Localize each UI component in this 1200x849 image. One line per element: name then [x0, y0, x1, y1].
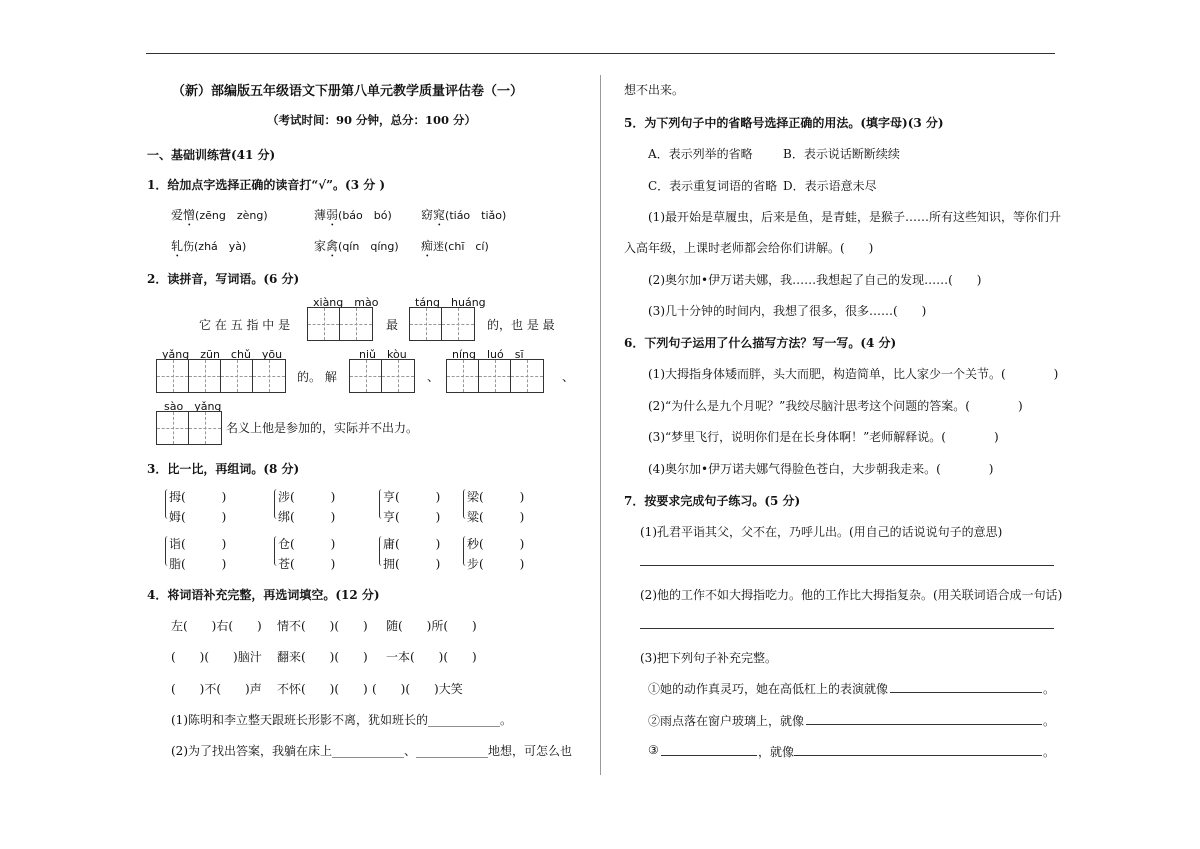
q1-item: 轧伤(zhá yà) — [171, 239, 247, 253]
q3-item: 亨( ) — [383, 510, 441, 524]
q3-item: 仓( ) — [278, 537, 336, 551]
q4-item: 翻来( )( ) — [277, 650, 368, 664]
q3-item: 梁( ) — [467, 490, 525, 504]
q2-text: 名义上他是参加的，实际并不出力。 — [226, 421, 419, 435]
q7-complete-end: 。 — [1043, 682, 1056, 696]
answer-line[interactable] — [640, 628, 1054, 629]
q3-item: 拥( ) — [383, 557, 441, 571]
page-title: （新）部编版五年级语文下册第八单元教学质量评估卷（一） — [172, 84, 524, 99]
q3-item: 绑( ) — [278, 510, 336, 524]
page-subtitle: （考试时间：90 分钟，总分：100 分） — [267, 113, 477, 127]
q5-option: B．表示说话断断续续 — [783, 147, 900, 161]
answer-grid[interactable] — [307, 307, 373, 341]
q5-sentence: (3)几十分钟的时间内，我想了很多，很多……( ) — [648, 304, 927, 318]
q1-item: 窈窕(tiáo tiǎo) — [421, 208, 507, 222]
q3-item: 庸( ) — [383, 537, 441, 551]
q7-complete: ③ — [648, 743, 659, 757]
q1-item: 痴迷(chī cí) — [421, 239, 489, 253]
top-rule — [146, 53, 1055, 54]
q3-item: 秒( ) — [467, 537, 525, 551]
q5-sentence: 入高年级，上课时老师都会给你们讲解。( ) — [624, 241, 874, 255]
q7-sentence: (1)孔君平诣其父，父不在，乃呼儿出。(用自己的话说说句子的意思) — [640, 525, 1003, 539]
q4-sentence-cont: 想不出来。 — [624, 83, 685, 97]
answer-grid[interactable] — [156, 411, 222, 445]
q3-item: 拇( ) — [169, 490, 227, 504]
pinyin: niǔ kòu — [359, 348, 407, 361]
q4-item: ( )( )大笑 — [372, 682, 463, 696]
q2-text: 最 — [386, 318, 399, 332]
q7-sentence: (3)把下列句子补充完整。 — [640, 651, 777, 665]
q4-item: 不怀( )( ) — [277, 682, 368, 696]
q3-item: 步( ) — [467, 557, 525, 571]
q6-title: 6．下列句子运用了什么描写方法？写一写。(4 分) — [624, 336, 897, 350]
q7-complete-end: 。 — [1043, 714, 1056, 728]
q7-complete: ②雨点落在窗户玻璃上，就像 — [648, 714, 805, 728]
q5-option: C．表示重复词语的省略 — [648, 179, 778, 193]
q3-item: 姆( ) — [169, 510, 227, 524]
q4-item: ( )( )脑汁 — [171, 650, 262, 664]
q7-title: 7．按要求完成句子练习。(5 分) — [624, 494, 801, 508]
pinyin: yǎng zūn chǔ yōu — [162, 348, 283, 361]
q6-sentence: (1)大拇指身体矮而胖，头大而肥，构造简单，比人家少一个关节。( ) — [648, 367, 1059, 381]
answer-grid[interactable] — [446, 359, 544, 393]
q1-item: 薄弱(báo bó) — [314, 208, 392, 222]
q6-sentence: (3)“梦里飞行，说明你们是在长身体啊！”老师解释说。( ) — [648, 430, 999, 444]
q5-option: A．表示列举的省略 — [648, 147, 753, 161]
q1-title: 1．给加点字选择正确的读音打“√”。(3 分 ) — [147, 178, 386, 192]
q2-text: 、 — [427, 370, 440, 384]
q4-item: 随( )所( ) — [386, 619, 477, 633]
q7-complete-mid: ，就像 — [758, 745, 795, 759]
q2-title: 2．读拼音，写词语。(6 分) — [147, 272, 300, 286]
q1-item: 家禽(qín qíng) — [314, 239, 399, 253]
answer-line[interactable] — [806, 724, 1042, 725]
pinyin: táng huáng — [415, 296, 486, 309]
q6-sentence: (4)奥尔加•伊万诺夫娜气得脸色苍白，大步朝我走来。( ) — [648, 462, 994, 476]
q3-item: 亨( ) — [383, 490, 441, 504]
answer-line[interactable] — [661, 755, 757, 756]
q4-sentence: (2)为了找出答案，我躺在床上____________、____________地想，可怎么也 — [171, 744, 572, 758]
answer-line[interactable] — [794, 755, 1042, 756]
answer-grid[interactable] — [409, 307, 475, 341]
q1-item: 爱憎(zēng zèng) — [171, 208, 268, 222]
q2-text: 的。 解 — [297, 370, 337, 384]
q7-complete: ①她的动作真灵巧，她在高低杠上的表演就像 — [648, 682, 889, 696]
pinyin: sào yǎng — [164, 400, 222, 413]
column-divider — [600, 75, 601, 775]
q4-title: 4．将词语补充完整，再选词填空。(12 分) — [147, 588, 380, 602]
answer-line[interactable] — [640, 565, 1054, 566]
q5-sentence: (1)最开始是草履虫，后来是鱼，是青蛙，是猴子……所有这些知识，等你们升 — [648, 210, 1062, 224]
q5-option: D．表示语意未尽 — [783, 179, 877, 193]
pinyin: xiàng mào — [313, 296, 379, 309]
q7-complete-end: 。 — [1043, 745, 1056, 759]
answer-grid[interactable] — [349, 359, 415, 393]
pinyin: níng luó sī — [452, 348, 524, 361]
q4-item: 一本( )( ) — [386, 650, 477, 664]
q6-sentence: (2)“为什么是九个月呢？”我绞尽脑汁思考这个问题的答案。( ) — [648, 399, 1023, 413]
q3-title: 3．比一比，再组词。(8 分) — [147, 462, 300, 476]
q4-item: ( )不( )声 — [171, 682, 262, 696]
q2-text: 的，也 是 最 — [487, 318, 555, 332]
q5-title: 5．为下列句子中的省略号选择正确的用法。(填字母)(3 分) — [624, 116, 944, 130]
q3-item: 脂( ) — [169, 557, 227, 571]
answer-line[interactable] — [890, 692, 1042, 693]
q4-item: 左( )右( ) — [171, 619, 262, 633]
q3-item: 诣( ) — [169, 537, 227, 551]
q2-text: 它 在 五 指 中 是 — [199, 318, 291, 332]
q3-item: 粱( ) — [467, 510, 525, 524]
answer-grid[interactable] — [156, 359, 286, 393]
q5-sentence: (2)奥尔加•伊万诺夫娜，我……我想起了自己的发现……( ) — [648, 273, 982, 287]
q4-sentence: (1)陈明和李立整天跟班长形影不离，犹如班长的____________。 — [171, 713, 512, 727]
q2-text: 、 — [562, 370, 575, 384]
section-1-title: 一、基础训练营(41 分) — [147, 148, 276, 162]
q7-sentence: (2)他的工作不如大拇指吃力。他的工作比大拇指复杂。(用关联词语合成一句话) — [640, 588, 1063, 602]
q3-item: 苍( ) — [278, 557, 336, 571]
q3-item: 涉( ) — [278, 490, 336, 504]
q4-item: 情不( )( ) — [277, 619, 368, 633]
